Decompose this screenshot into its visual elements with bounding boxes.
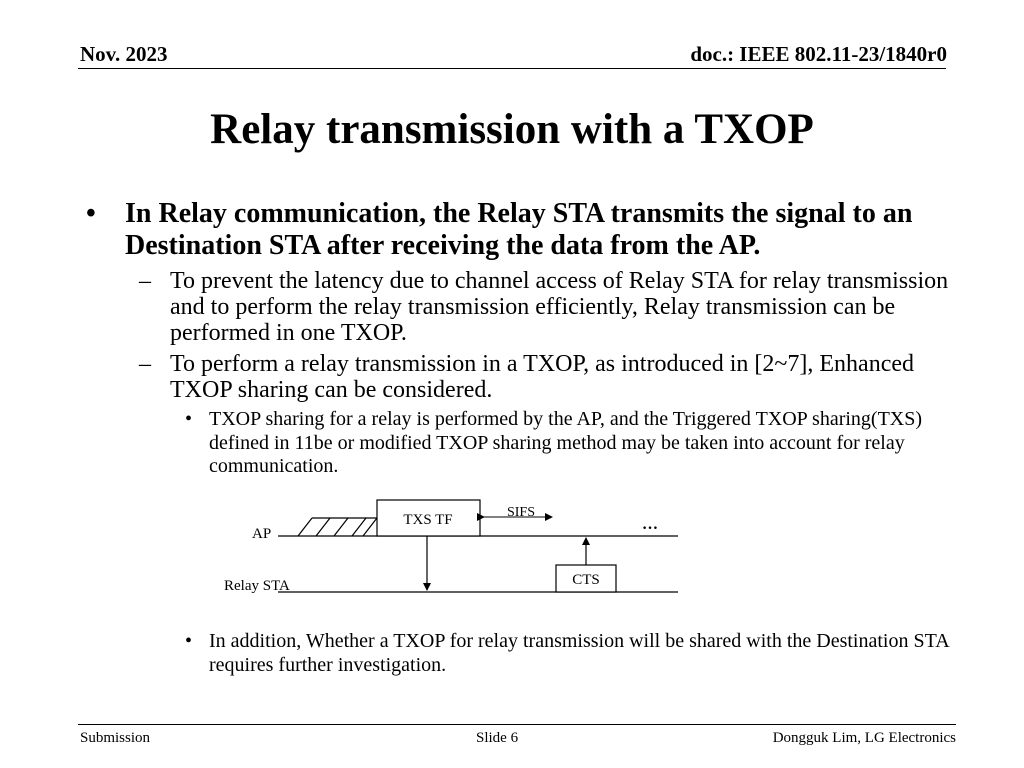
txs-tf-label: TXS TF bbox=[403, 512, 453, 528]
dot-marker: • bbox=[185, 630, 193, 652]
footer-submission: Submission bbox=[80, 730, 151, 746]
slide-title: Relay transmission with a TXOP bbox=[210, 106, 814, 153]
footer-divider bbox=[78, 724, 956, 725]
sub-sub-bullet-2: In addition, Whether a TXOP for relay transmission will be shared with the Destination STA requires further investigation. bbox=[209, 630, 949, 676]
relay-sta-label: Relay STA bbox=[224, 578, 290, 594]
continuation-ellipsis: … bbox=[642, 516, 658, 533]
dash-marker: – bbox=[139, 268, 151, 294]
cts-label: CTS bbox=[572, 572, 600, 588]
bullet-marker: • bbox=[86, 198, 96, 229]
footer-author: Dongguk Lim, LG Electronics bbox=[772, 730, 956, 746]
header-date: Nov. 2023 bbox=[80, 42, 168, 66]
footer-slide-number: Slide 6 bbox=[476, 730, 519, 746]
dot-marker: • bbox=[185, 408, 193, 430]
sub-bullet-1: To prevent the latency due to channel access of Relay STA for relay transmission and to perform the relay transmission efficiently, Relay transmission can be performed in one TXOP. bbox=[170, 268, 949, 346]
header-doc-id: doc.: IEEE 802.11-23/1840r0 bbox=[690, 42, 947, 66]
sub-sub-bullet-1: TXOP sharing for a relay is performed by the AP, and the Triggered TXOP sharing(TXS) defined in 11be or modified TXOP sharing method may be taken into account for relay communication. bbox=[209, 408, 923, 477]
ap-label: AP bbox=[252, 526, 272, 542]
dash-marker: – bbox=[139, 351, 151, 377]
sub-bullet-2: To perform a relay transmission in a TXOP, as introduced in [2~7], Enhanced TXOP sharing can be considered. bbox=[170, 351, 915, 403]
backoff-slots bbox=[298, 518, 377, 536]
sifs-label: SIFS bbox=[506, 505, 536, 520]
main-bullet: In Relay communication, the Relay STA transmits the signal to an Destination STA after receiving the data from the AP. bbox=[125, 198, 913, 261]
